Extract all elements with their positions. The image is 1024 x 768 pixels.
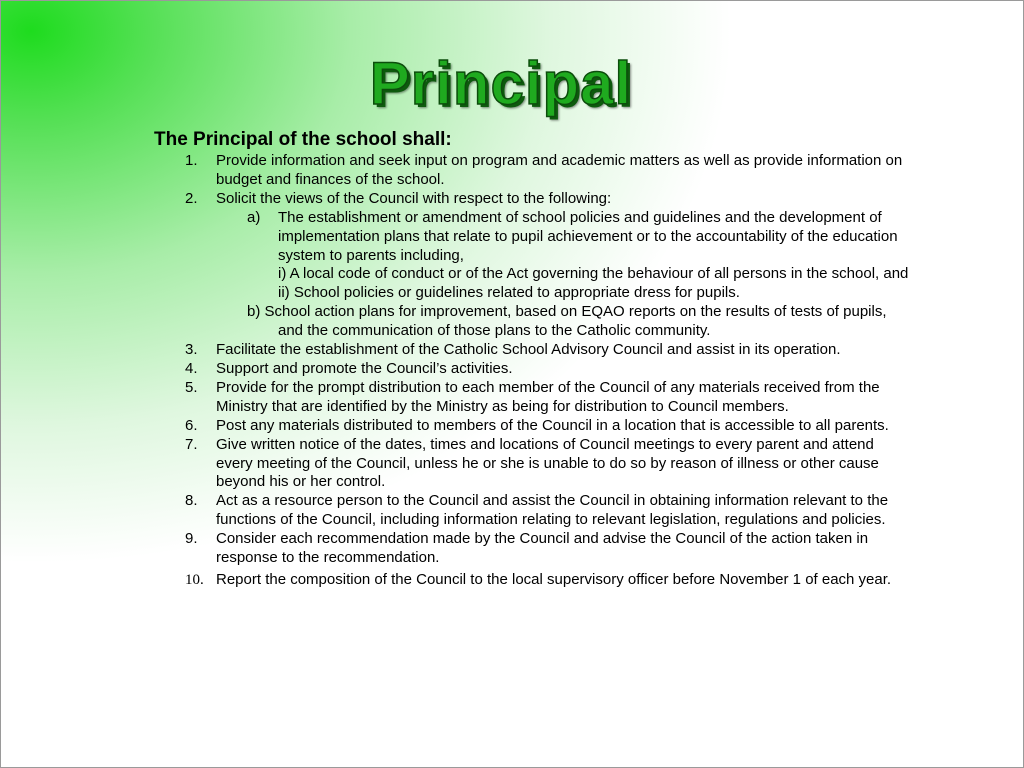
item-number: 10. [185, 571, 204, 588]
item-text: Post any materials distributed to members of the Council in a location that is accessible to all parents. [216, 416, 889, 434]
list-item [154, 436, 914, 493]
item-text: Act as a resource person to the Council and assist the Council in obtaining information relevant to the functions of the Council, including information relating to relevant legislation, regulations and policies. [216, 492, 889, 529]
item-number: 2. [185, 189, 198, 207]
duties-list [154, 152, 914, 590]
item-text: Solicit the views of the Council with respect to the following: [216, 189, 612, 207]
item-text: Support and promote the Council’s activities. [216, 359, 513, 377]
list-item [154, 417, 914, 436]
item-number: 1. [185, 152, 198, 169]
item-text: Provide for the prompt distribution to each member of the Council of any materials received from the Ministry that are identified by the Ministry as being for distribution to Council members. [216, 378, 880, 415]
sub-item-text: The establishment or amendment of school policies and guidelines and the development of implementation plans that relate to pupil achievement or to the accountability of the education system to parents including, [278, 208, 898, 264]
list-item [154, 341, 914, 360]
slide-heading: The Principal of the school shall: [154, 129, 452, 150]
slide-title: Principal [369, 50, 633, 117]
sub-item-letter: a) [247, 208, 261, 226]
item-number: 3. [185, 341, 198, 359]
item-number: 9. [185, 530, 198, 548]
item-text: Report the composition of the Council to the local supervisory officer before November 1 of each year. [216, 570, 892, 588]
sub-item-b: b) School action plans for improvement, based on EQAO reports on the results of tests of pupils, and the communication of those plans to the Catholic community. [247, 303, 887, 340]
list-item [154, 360, 914, 379]
list-item [154, 379, 914, 417]
item-text: Give written notice of the dates, times and locations of Council meetings to every parent and attend every meeting of the Council, unless he or she is unable to do so by reason of illness or other cause beyond his or her control. [216, 435, 879, 491]
list-item [154, 190, 914, 209]
sub-item-point-i: i) A local code of conduct or of the Act governing the behaviour of all persons in the school, and [278, 265, 909, 283]
list-item [154, 571, 914, 590]
item-text: Consider each recommendation made by the Council and advise the Council of the action taken in response to the recommendation. [216, 530, 869, 567]
item-text: Provide information and seek input on program and academic matters as well as provide information on budget and finances of the school. [216, 152, 903, 188]
item-number: 8. [185, 492, 198, 510]
list-item [154, 492, 914, 530]
item-number: 4. [185, 359, 198, 377]
list-item [154, 530, 914, 568]
item-text: Facilitate the establishment of the Catholic School Advisory Council and assist in its operation. [216, 341, 841, 359]
sub-item-point-ii: ii) School policies or guidelines related to appropriate dress for pupils. [278, 284, 740, 302]
item-number: 7. [185, 435, 198, 453]
list-item [154, 152, 914, 190]
item-number: 5. [185, 378, 198, 396]
sub-item-a [154, 209, 914, 304]
item-number: 6. [185, 416, 198, 434]
